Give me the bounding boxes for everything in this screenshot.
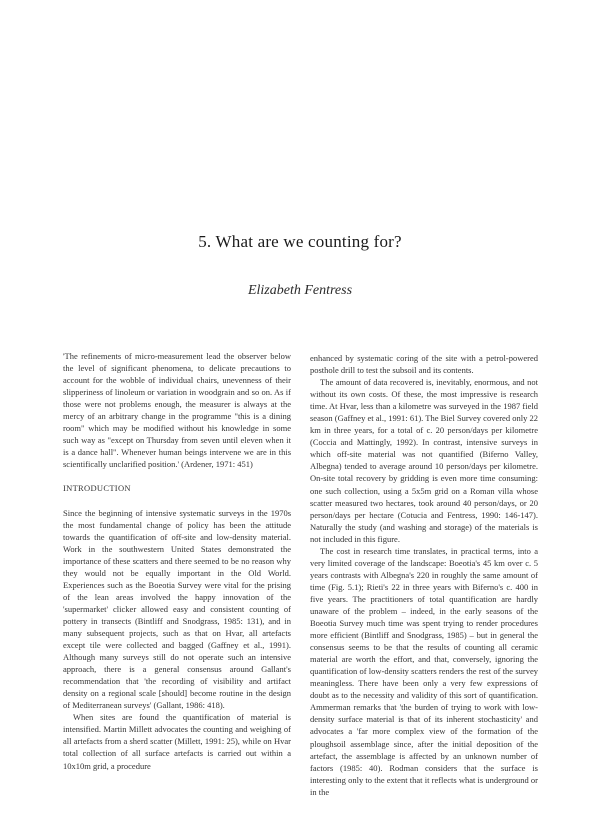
left-column (63, 350, 291, 772)
right-column (310, 352, 538, 798)
body-paragraph: The cost in research time translates, in practical terms, into a very limited coverage of the landscape: Boeotia's 45 km over c. 5 years contrasts with Albegna's 220 in roughly the same amount of time (Fig. 5.1); Rieti's 22 in three years with Biferno's c. 400 in five years. The practitioners of total quantification are hardly unaware of the problem – indeed, in the early seasons of the Boeotia Survey much time was spent trying to render procedures more efficient (Bintliff and Snodgrass, 1985) – but in general the consensus seems to be that the results of counting all ceramic material are worth the effort, and that, conversely, ignoring the quantification of low-density scatters renders the rest of the survey meaningless. There have been only a very few expressions of doubt as to the necessity and validity of this sort of quantification. Ammerman remarks that 'the burden of trying to work with low-density surface material is that of its inherent stochasticity' and advocates a 'far more complex view of the formation of the ploughsoil assemblage since, after the initial deposition of the artefact, the assemblage is affected by an unknown number of factors (1985: 40). Rodman considers that the surface is interesting only to the extent that it reflects what is underground or in the (310, 545, 538, 797)
body-paragraph: enhanced by systematic coring of the site with a petrol-powered posthole drill to test the subsoil and its contents. (310, 353, 538, 376)
chapter-author: Elizabeth Fentress (247, 283, 353, 298)
epigraph: 'The refinements of micro-measurement lead the observer below the level of significant phenomena, to delicate precautions to account for the wobble of individual chairs, unevenness of their slipperiness of linoleum or variation in woodgrain and so on. As if those were not problems enough, the measurer is always at the mercy of an arbitrary change in the programme "this is a dining room" which may be modified without his knowledge in some such way as "except on Thursday from seven until eleven when it is a dance hall". Whenever human beings intervene we are in this scientifically unclarified position.' (Ardener, 1971: 451) (63, 351, 291, 470)
body-paragraph: Since the beginning of intensive systematic surveys in the 1970s the most fundamental change of policy has been the attitude towards the quantification of off-site and low-density material. Work in the southwestern United States demonstrated the importance of these scatters and there seemed to be no reason why they would not be equally important in the Old World. Experiences such as the Boeotia Survey were vital for the prising of the lean areas involved the happy innovation of the 'supermarket' clicker allowed easy and consistent counting of pottery in transects (Bintliff and Snodgrass, 1985: 131), and in many subsequent projects, such as that on Hvar, all artefacts except tile were collected and bagged (Gaffney et al., 1991). Although many surveys still do not operate such an intensive approach, there is a general consensus around Gallant's recommendation that 'the recording of visibility and artifact density on a regional scale [should] become routine in the design of Mediterranean surveys' (Gallant, 1986: 418). (63, 507, 291, 711)
body-paragraph: When sites are found the quantification of material is intensified. Martin Millett advocates the counting and weighing of all artefacts from a sherd scatter (Millett, 1991: 25), while on Hvar total collection of all surface artefacts is carried out within a 10x10m grid, a procedure (63, 712, 291, 771)
chapter-title: 5. What are we counting for? (198, 232, 402, 251)
section-heading: INTRODUCTION (63, 483, 131, 494)
body-paragraph: The amount of data recovered is, inevitably, enormous, and not without its own costs. Of these, the most impressive is research time. At Hvar, less than a kilometre was surveyed in the 1987 field season (Gaffney et al., 1991: 61). The Biel Survey covered only 22 km in three years, for a total of c. 20 person/days per kilometre (Coccia and Mattingly, 1992). In contrast, intensive surveys in which off-site material was not quantified (Biferno Valley, Albegna) tended to average around 10 person/days per kilometre. On-site total recovery by gridding is even more time consuming: one such collection, using a 5x5m grid on a Roman villa whose scatter measured two hectares, took around 40 person/days, or 20 person/days per hectare (Cotucia and Fentress, 1990: 146-147). Naturally the study (and washing and storage) of the materials is not included in this figure. (310, 377, 538, 544)
